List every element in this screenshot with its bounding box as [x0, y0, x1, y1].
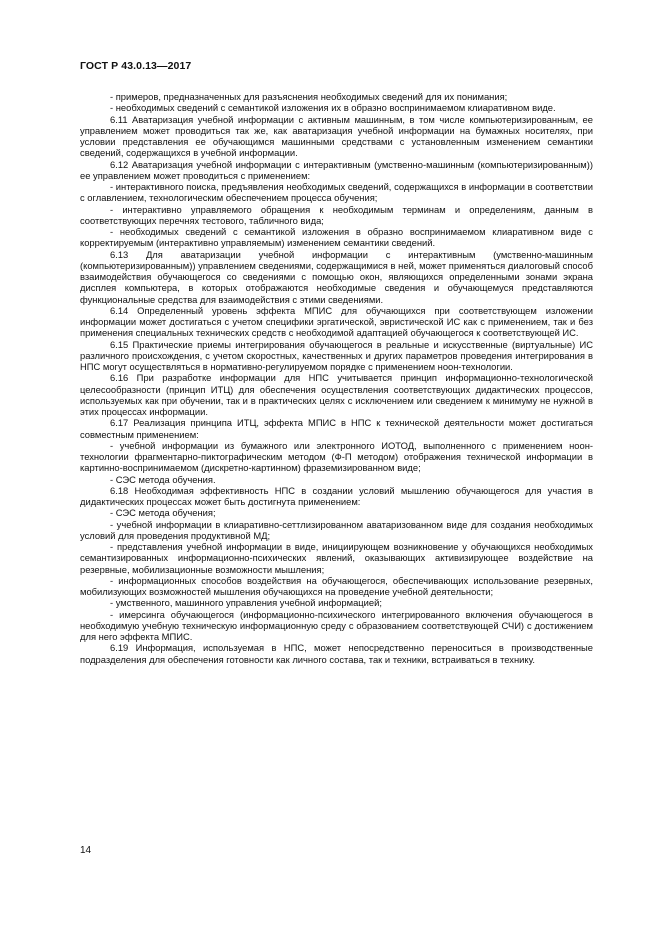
list-item: - примеров, предназначенных для разъяснения необходимых сведений для их понимания; [110, 91, 508, 102]
document-body [80, 91, 593, 665]
list-item: - представления учебной информации в виде, инициирующем возникновение у обучающихся необходимых семантизированных информационно-психических явлений, оказывающих активизирующее воздействие на резервные, мобилизационные возможности мышления; [80, 541, 593, 575]
list-item: - информационных способов воздействия на обучающегося, обеспечивающих использование резервных, мобилизующих возможностей мышления обучающихся на проведение учебной деятельности; [80, 574, 593, 597]
list-item: - СЭС метода обучения; [110, 507, 216, 519]
clause-6-12: 6.12 Аватаризация учебной информации с интерактивным (умственно-машинным (компьютеризированным)) ее управлением может проводиться с применением: [80, 158, 593, 181]
clause-6-15: 6.15 Практические приемы интегрирования обучающегося в реальные и искусственные (виртуальные) ИС различного происхождения, с учетом скоростных, качественных и других параметров проведения интегрирования в НПС могут осуществляться в нормативно-регулируемом порядке с применением ноон-технологии. [80, 338, 593, 372]
clause-6-18: 6.18 Необходимая эффективность НПС в создании условий мышлению обучающегося для участия в дидактических процессах может быть достигнута применением: [80, 484, 593, 507]
list-item: - учебной информации из бумажного или электронного ИОТОД, выполненного с применением ноон-технологии фрагментарно-пиктографическим методом (Ф-П методом) отображения технической информации в картинно-воспринимаемом (дискретно-картинном) фраземизированном виде; [80, 439, 593, 474]
clause-6-19: 6.19 Информация, используемая в НПС, может непосредственно переноситься в производственные подразделения для обеспечения готовности как личного состава, так и техники, встраиваться в технику. [80, 642, 593, 665]
document-header-code: ГОСТ Р 43.0.13—2017 [80, 60, 192, 72]
list-item: - учебной информации в клиаративно-сеттлизированном аватаризованном виде для создания необходимых условий для проведения продуктивной МД; [80, 518, 593, 541]
clause-6-16: 6.16 При разработке информации для НПС учитывается принцип информационно-технологической целесообразности (принцип ИТЦ) для обеспечения осуществления соответствующих дидактических процессов, используемых как при обучении, так и в практических целях с исключением или сведением к минимуму не нужной в этих процессах информации. [80, 372, 593, 417]
clause-6-14: 6.14 Определенный уровень эффекта МПИС для обучающихся при соответствующем изложении информации может достигаться с учетом специфики эргатической, эвристической ИС как с применением, так и без применения специальных технических средств с необходимой адаптацией обучающегося к соответствующей ИС. [80, 304, 593, 339]
list-item: - интерактивного поиска, предъявления необходимых сведений, содержащихся в информации в соответствии с оглавлением, технологическим обеспечением процесса обучения; [80, 181, 593, 204]
clause-6-11: 6.11 Аватаризация учебной информации с активным машинным, в том числе компьютеризированным, ее управлением может проводиться так же, как аватаризация учебной информации на бумажных носителях, при условии представления ее обучающимся машинными средствами с установленным изменением семантики сведений, содержащихся в учебной информации. [80, 113, 593, 159]
list-item: - СЭС метода обучения. [110, 473, 216, 485]
clause-6-13: 6.13 Для аватаризации учебной информации с интерактивным (умственно-машинным (компьютеризированным)) управлением сведениями, содержащимися в ней, может применяться диалоговый способ взаимодействия обучающегося со сведениями с помощью окон, являющихся определенными зонами экрана дисплея компьютера, в которых отображаются необходимые сведения и обучающемуся представляются функциональные средства для взаимодействия с этими сведениями. [80, 248, 593, 305]
list-item: - имерсинга обучающегося (информационно-психического интегрированного включения обучающегося в необходимую учебную техническую информационную среду с образованием соответствующей СЧИ) с достижением для него эффекта МПИС. [80, 608, 593, 642]
list-item: - необходимых сведений с семантикой изложения их в образно воспринимаемом клиаративном виде. [110, 102, 556, 114]
page-number: 14 [80, 845, 92, 856]
list-item: - умственного, машинного управления учебной информацией; [110, 597, 382, 609]
list-item: - необходимых сведений с семантикой изложения в образно воспринимаемом клиаративном виде с корректируемым (интерактивно управляемым) изменением семантики сведений. [80, 226, 593, 249]
clause-6-17: 6.17 Реализация принципа ИТЦ, эффекта МПИС в НПС к технической деятельности может достигаться совместным применением: [80, 417, 593, 440]
list-item: - интерактивно управляемого обращения к необходимым терминам и определениям, данным в соответствующих перечнях тестового, табличного вида; [80, 203, 593, 226]
